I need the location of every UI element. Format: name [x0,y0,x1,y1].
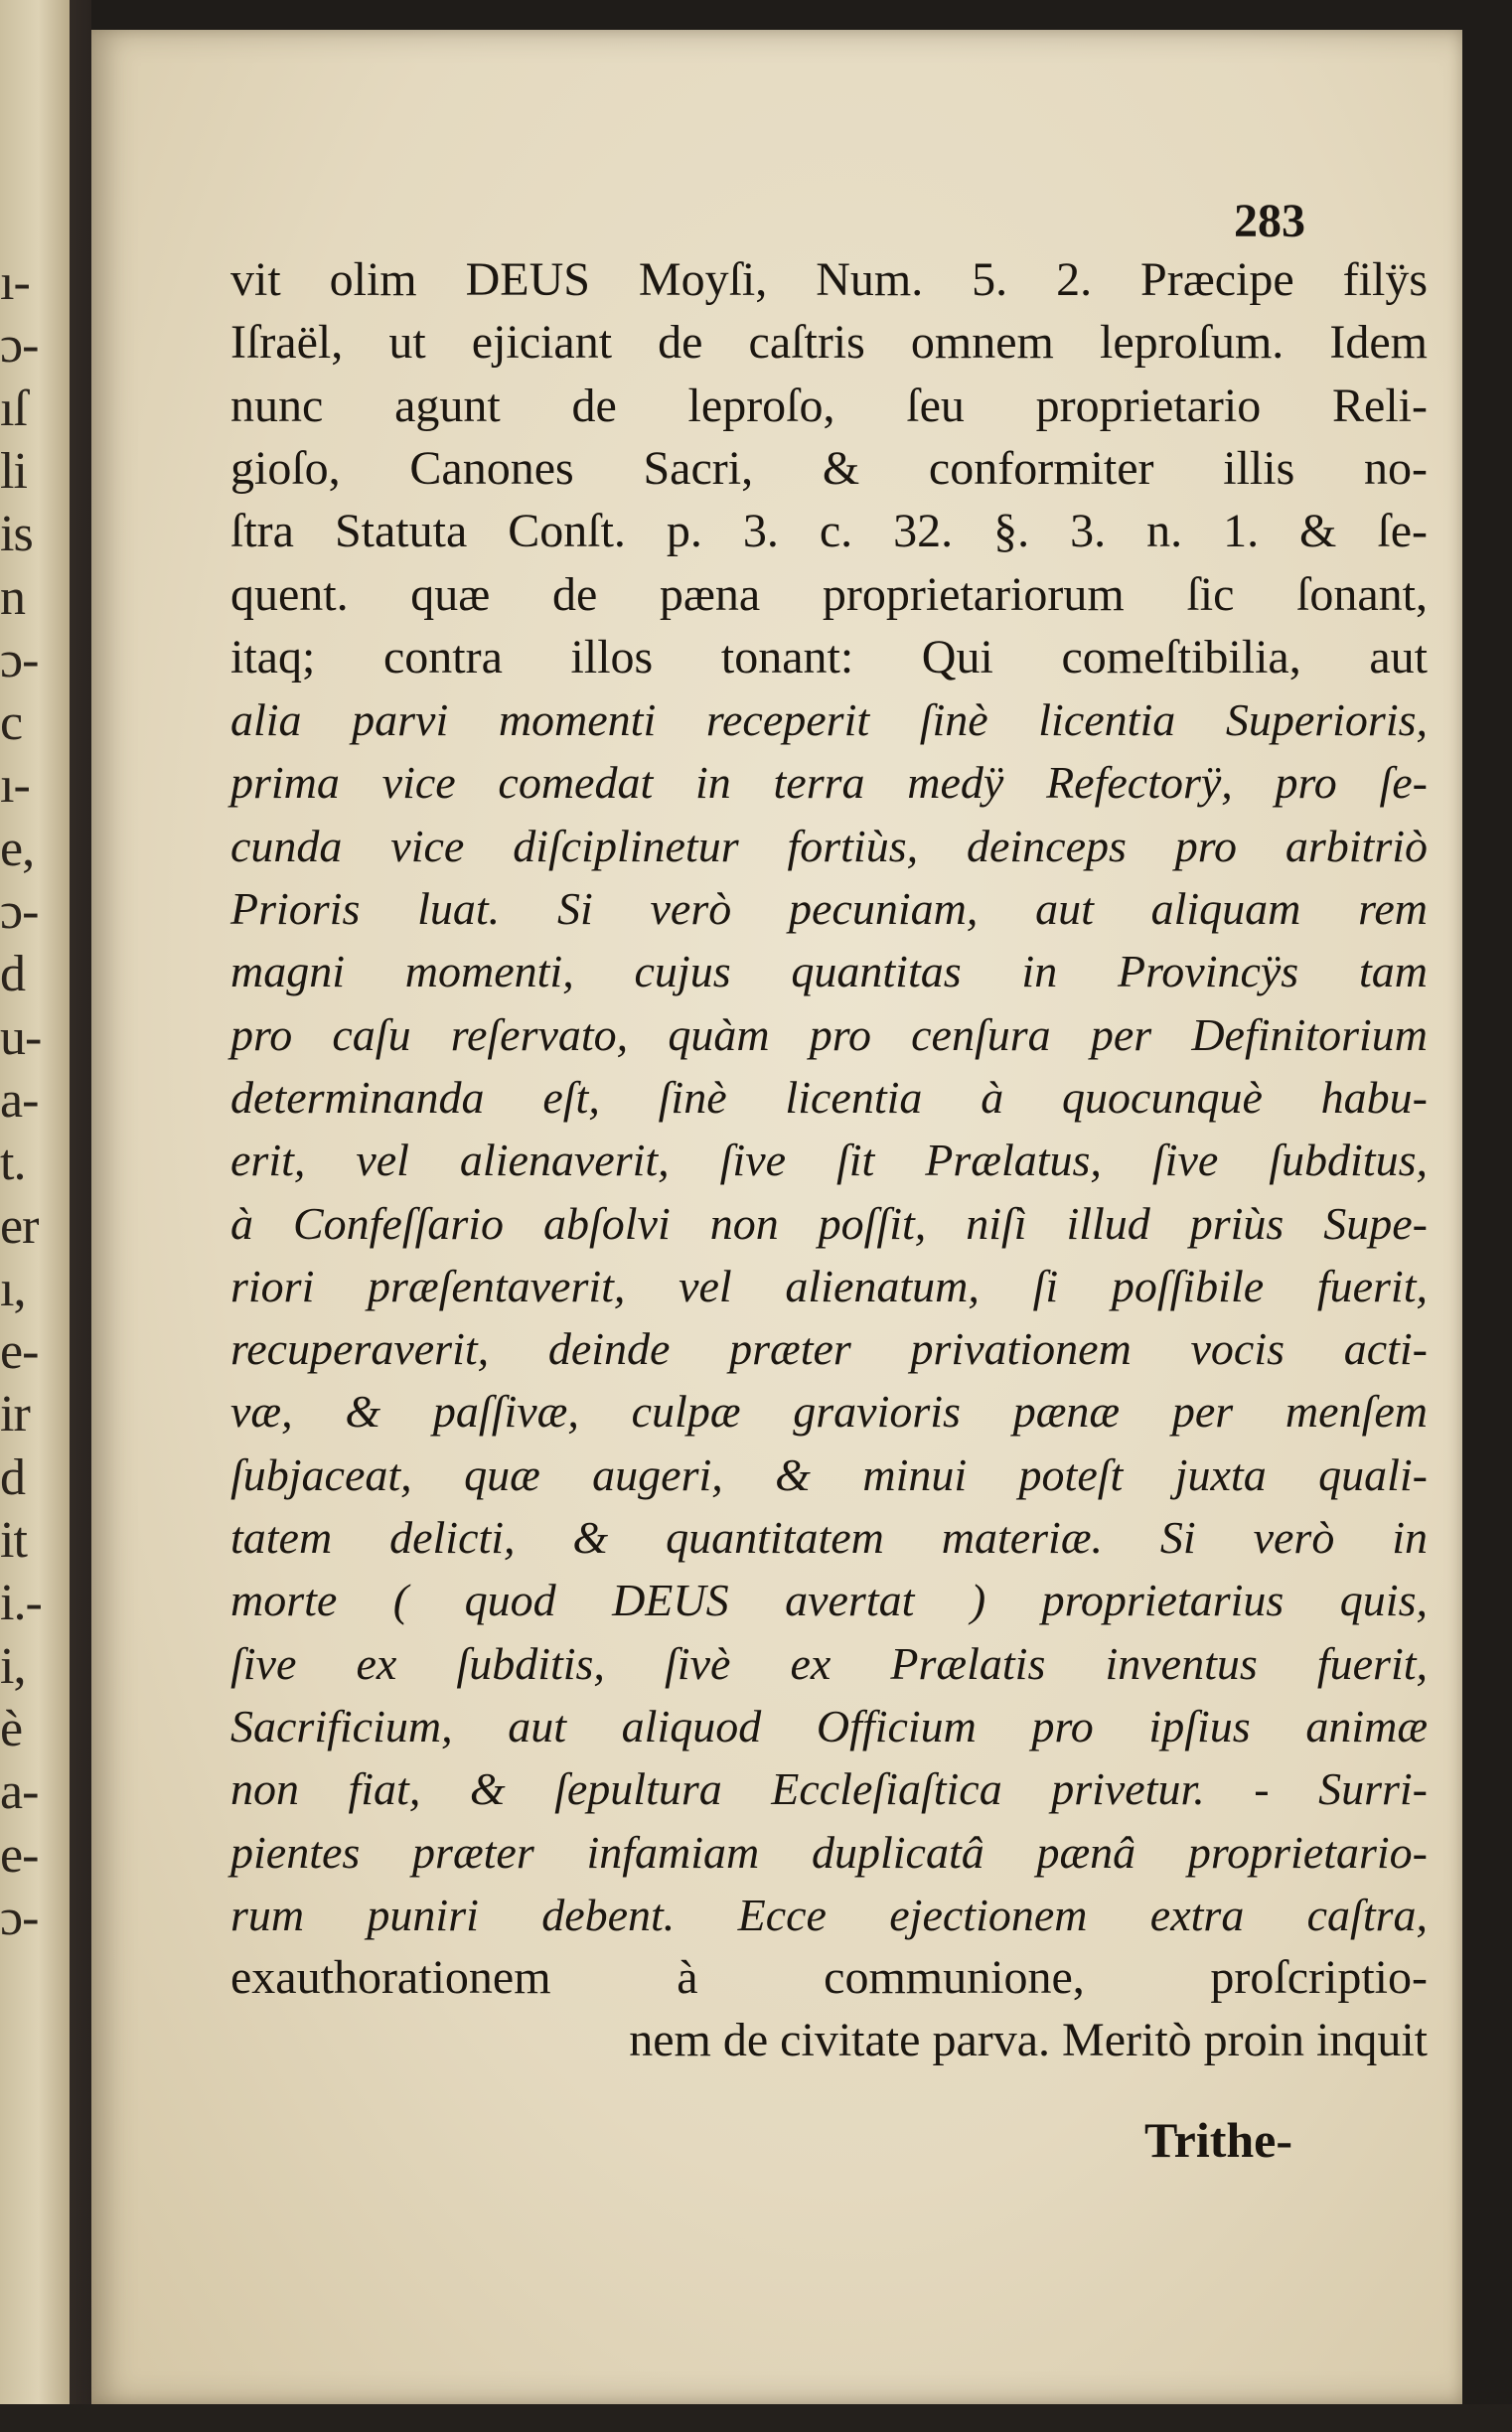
page-number: 283 [1234,195,1305,247]
margin-fragment: ı, [0,1260,26,1317]
margin-fragment: ɔ- [0,317,39,375]
text-line: ſive ex ſubditis, ſivè ex Prælatis inventus fuerit, [230,1637,1428,1689]
text-line: morte ( quod DEUS avertat ) proprietarius quis, [230,1575,1428,1626]
text-line: tatem delicti, & quantitatem materiæ. Si verò in [230,1512,1428,1563]
text-line: vit olim DEUS Moyſi, Num. 5. 2. Præcipe filÿs [230,253,1428,306]
text-line: pientes præter infamiam duplicatâ pænâ proprietario- [230,1826,1428,1878]
previous-page-edge [0,0,70,2432]
text-line: ſtra Statuta Conſt. p. 3. c. 32. §. 3. n. 1. & ſe- [230,505,1428,558]
text-line: Prioris luat. Si verò pecuniam, aut aliquam rem [230,883,1428,934]
text-line: recuperaverit, deinde præter privationem vocis acti- [230,1323,1428,1375]
margin-fragment: e, [0,820,35,877]
margin-fragment: li [0,442,27,500]
text-line: erit, vel alienaverit, ſive ſit Prælatus, ſive ſubditus, [230,1135,1428,1186]
margin-fragment: it [0,1512,27,1569]
margin-fragment: t. [0,1135,26,1192]
text-line: Iſraël, ut ejiciant de caſtris omnem leproſum. Idem [230,316,1428,370]
text-line: riori præſentaverit, vel alienatum, ſi poſſibile fuerit, [230,1260,1428,1311]
margin-fragment: u- [0,1008,42,1066]
text-line: prima vice comedat in terra medÿ Refectorÿ, pro ſe- [230,757,1428,809]
margin-fragment: n [0,568,25,626]
text-line: gioſo, Canones Sacri, & conformiter illis no- [230,441,1428,495]
text-line: magni momenti, cujus quantitas in Provincÿs tam [230,946,1428,997]
text-line: væ, & paſſivæ, culpæ gravioris pænæ per menſem [230,1386,1428,1438]
margin-fragment: er [0,1197,39,1255]
margin-fragment: ɔ- [0,883,39,940]
text-line: nem de civitate parva. Meritò proin inquit [629,2014,1428,2067]
text-line: itaq; contra illos tonant: Qui comeſtibilia, aut [230,630,1428,684]
text-line: nunc agunt de leproſo, ſeu proprietario Reli- [230,379,1428,432]
margin-fragment: ıſ [0,380,27,437]
margin-fragment: a- [0,1763,39,1821]
margin-fragment: d [0,1448,25,1506]
margin-fragment: i, [0,1637,26,1695]
margin-fragment: ı- [0,757,30,815]
text-line: quent. quæ de pæna proprietariorum ſic ſonant, [230,567,1428,621]
margin-fragment: è [0,1700,23,1757]
text-line: Sacrificium, aut aliquod Officium pro ipſius animæ [230,1700,1428,1751]
text-line: ſubjaceat, quæ augeri, & minui poteſt juxta quali- [230,1448,1428,1500]
text-line: pro caſu reſervato, quàm pro cenſura per Definitorium [230,1008,1428,1060]
margin-fragment: d [0,946,25,1003]
margin-fragment: i.- [0,1575,42,1632]
margin-fragment: e- [0,1826,39,1884]
margin-fragment: e- [0,1323,39,1381]
margin-fragment: ı- [0,254,30,311]
margin-fragment: a- [0,1071,39,1129]
text-line: determinanda eſt, ſinè licentia à quocunquè habu- [230,1071,1428,1123]
bottom-edge [0,2404,1512,2432]
margin-fragment: ir [0,1386,30,1444]
text-line: à Confeſſario abſolvi non poſſit, niſì illud priùs Supe- [230,1197,1428,1249]
text-line: alia parvi momenti receperit ſinè licentia Superioris, [230,694,1428,746]
margin-fragment: is [0,506,33,563]
text-line: exauthorationem à communione, proſcriptio- [230,1951,1428,2005]
margin-fragment: ɔ- [0,631,39,688]
catchword: Trithe- [1144,2112,1293,2168]
book-page [91,30,1462,2404]
margin-fragment: c [0,694,23,752]
text-line: rum puniri debent. Ecce ejectionem extra caſtra, [230,1889,1428,1940]
text-line: cunda vice diſciplinetur fortiùs, deinceps pro arbitriò [230,820,1428,871]
margin-fragment: ɔ- [0,1889,39,1946]
text-line: non fiat, & ſepultura Eccleſiaſtica privetur. - Surri- [230,1763,1428,1815]
